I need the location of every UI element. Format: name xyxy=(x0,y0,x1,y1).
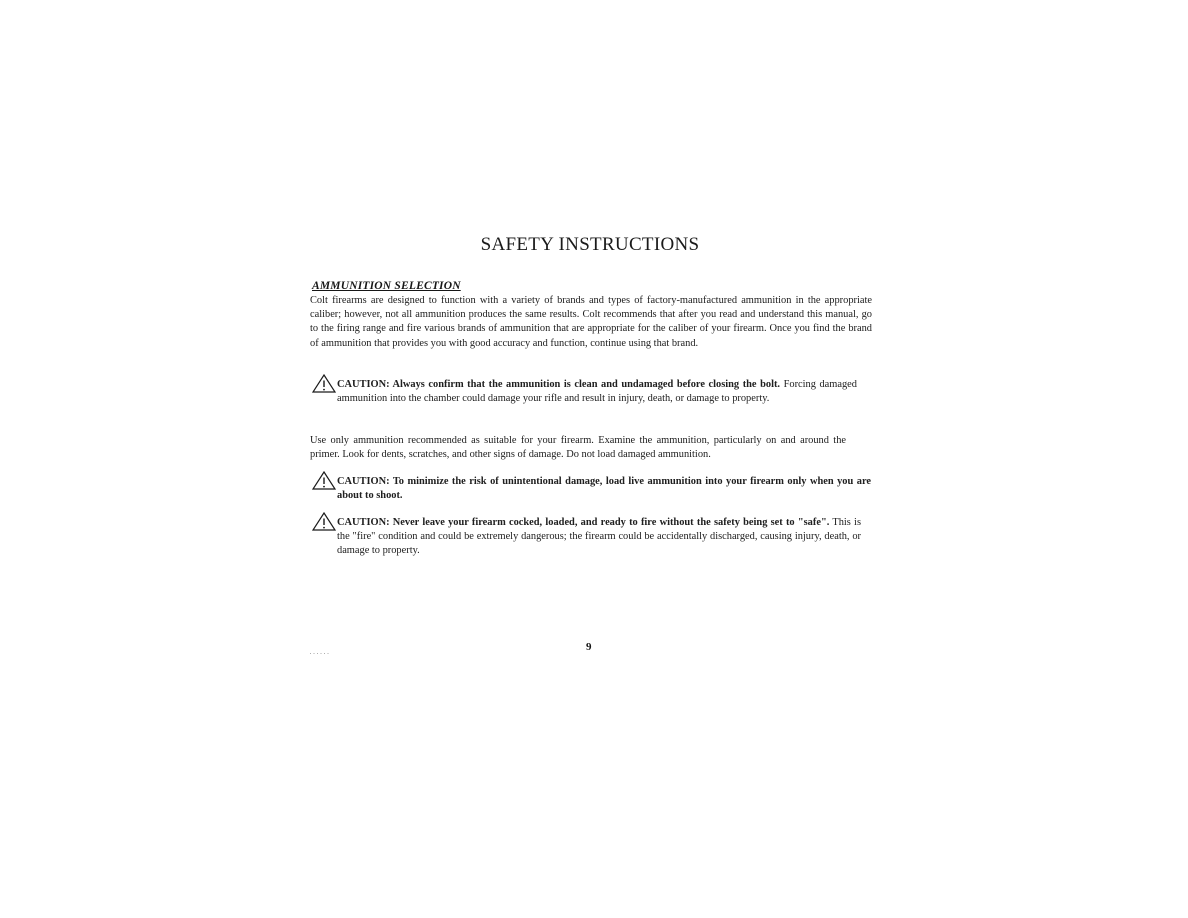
section-heading: AMMUNITION SELECTION xyxy=(312,280,461,292)
page-number: 9 xyxy=(586,641,592,653)
page-title: SAFETY INSTRUCTIONS xyxy=(480,234,700,255)
caution-block xyxy=(337,475,871,503)
caution-block xyxy=(337,516,861,559)
caution-block xyxy=(337,378,857,406)
caution-text-bold: CAUTION: Always confirm that the ammunition is clean and undamaged before closing the bolt. xyxy=(337,379,781,390)
intro-paragraph: Colt firearms are designed to function with a variety of brands and types of factory-manufactured ammunition in the appropriate caliber; however, not all ammunition produces the same results. Colt recommends that after you read and understand this manual, go to the firing range and fire various brands of ammunition that are appropriate for the caliber of your firearm. Once you find the brand of ammunition that provides you with good accuracy and function, continue using that brand. xyxy=(310,295,872,349)
caution-text-bold: CAUTION: Never leave your firearm cocked, loaded, and ready to fire without the safety being set to "safe". xyxy=(337,517,830,528)
caution-text: Forcing damaged ammunition into the chamber could damage your rifle and result in injury, death, or damage to property. xyxy=(337,379,857,405)
warning-triangle-icon xyxy=(312,512,337,532)
caution-text: This is the "fire" condition and could be extremely dangerous; the firearm could be accidentally discharged, causing injury, death, or damage to property. xyxy=(337,517,861,557)
warning-triangle-icon xyxy=(312,471,337,491)
warning-triangle-icon xyxy=(312,374,337,394)
usage-paragraph: Use only ammunition recommended as suitable for your firearm. Examine the ammunition, particularly on and around the primer. Look for dents, scratches, and other signs of damage. Do not load damaged ammunition. xyxy=(310,435,846,461)
caution-text-bold: CAUTION: To minimize the risk of unintentional damage, load live ammunition into your firearm only when you are about to shoot. xyxy=(337,476,871,502)
footer-mark: ...... xyxy=(309,650,331,656)
